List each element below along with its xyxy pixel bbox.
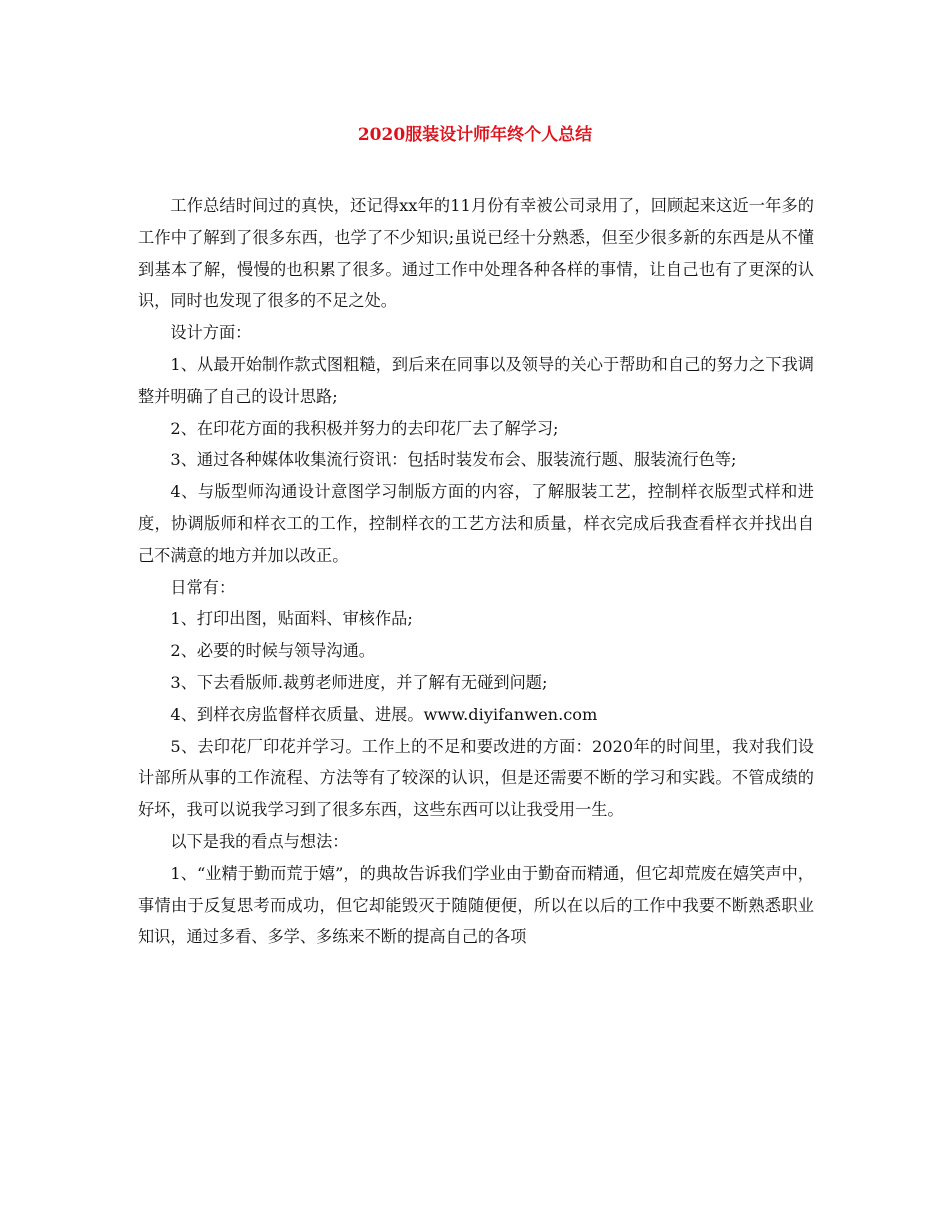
document-body xyxy=(138,190,814,953)
paragraph-design-item-3: 3、通过各种媒体收集流行资讯：包括时装发布会、服装流行题、服装流行色等; xyxy=(170,450,737,470)
paragraph-daily-item-5: 5、去印花厂印花并学习。工作上的不足和要改进的方面：2020年的时间里，我对我们设计部所从事的工作流程、方法等有了较深的认识，但是还需要不断的学习和实践。不管成绩的好坏，我可以说我学习到了很多东西，这些东西可以让我受用一生。 xyxy=(138,736,814,820)
paragraph-intro: 工作总结时间过的真快，还记得xx年的11月份有幸被公司录用了，回顾起来这近一年多的工作中了解到了很多东西，也学了不少知识;虽说已经十分熟悉，但至少很多新的东西是从不懂到基本了解，慢慢的也积累了很多。通过工作中处理各种各样的事情，让自己也有了更深的认识，同时也发现了很多的不足之处。 xyxy=(138,196,814,311)
paragraph-daily-heading: 日常有： xyxy=(170,577,236,597)
paragraph-thoughts-item-1: 1、“业精于勤而荒于嬉”，的典故告诉我们学业由于勤奋而精通，但它却荒废在嬉笑声中，事情由于反复思考而成功，但它却能毁灭于随随便便，所以在以后的工作中我要不断熟悉职业知识，通过多看、多学、多练来不断的提高自己的各项 xyxy=(138,863,814,947)
document-title: 2020服装设计师年终个人总结 xyxy=(357,125,593,145)
paragraph-design-item-2: 2、在印花方面的我积极并努力的去印花厂去了解学习; xyxy=(170,418,559,438)
paragraph-design-item-4: 4、与版型师沟通设计意图学习制版方面的内容，了解服装工艺，控制样衣版型式样和进度，协调版师和样衣工的工作，控制样衣的工艺方法和质量，样衣完成后我查看样衣并找出自己不满意的地方并加以改正。 xyxy=(138,482,814,565)
paragraph-design-heading: 设计方面： xyxy=(170,323,252,343)
paragraph-daily-item-1: 1、打印出图，贴面料、审核作品; xyxy=(170,609,413,629)
paragraph-daily-item-3: 3、下去看版师.裁剪老师进度，并了解有无碰到问题; xyxy=(170,672,548,692)
paragraph-daily-item-2: 2、必要的时候与领导沟通。 xyxy=(170,641,375,661)
paragraph-daily-item-4: 4、到样衣房监督样衣质量、进展。www.diyifanwen.com xyxy=(170,704,598,724)
paragraph-thoughts-heading: 以下是我的看点与想法： xyxy=(170,831,349,851)
paragraph-design-item-1: 1、从最开始制作款式图粗糙，到后来在同事以及领导的关心于帮助和自己的努力之下我调整并明确了自己的设计思路; xyxy=(138,354,814,406)
